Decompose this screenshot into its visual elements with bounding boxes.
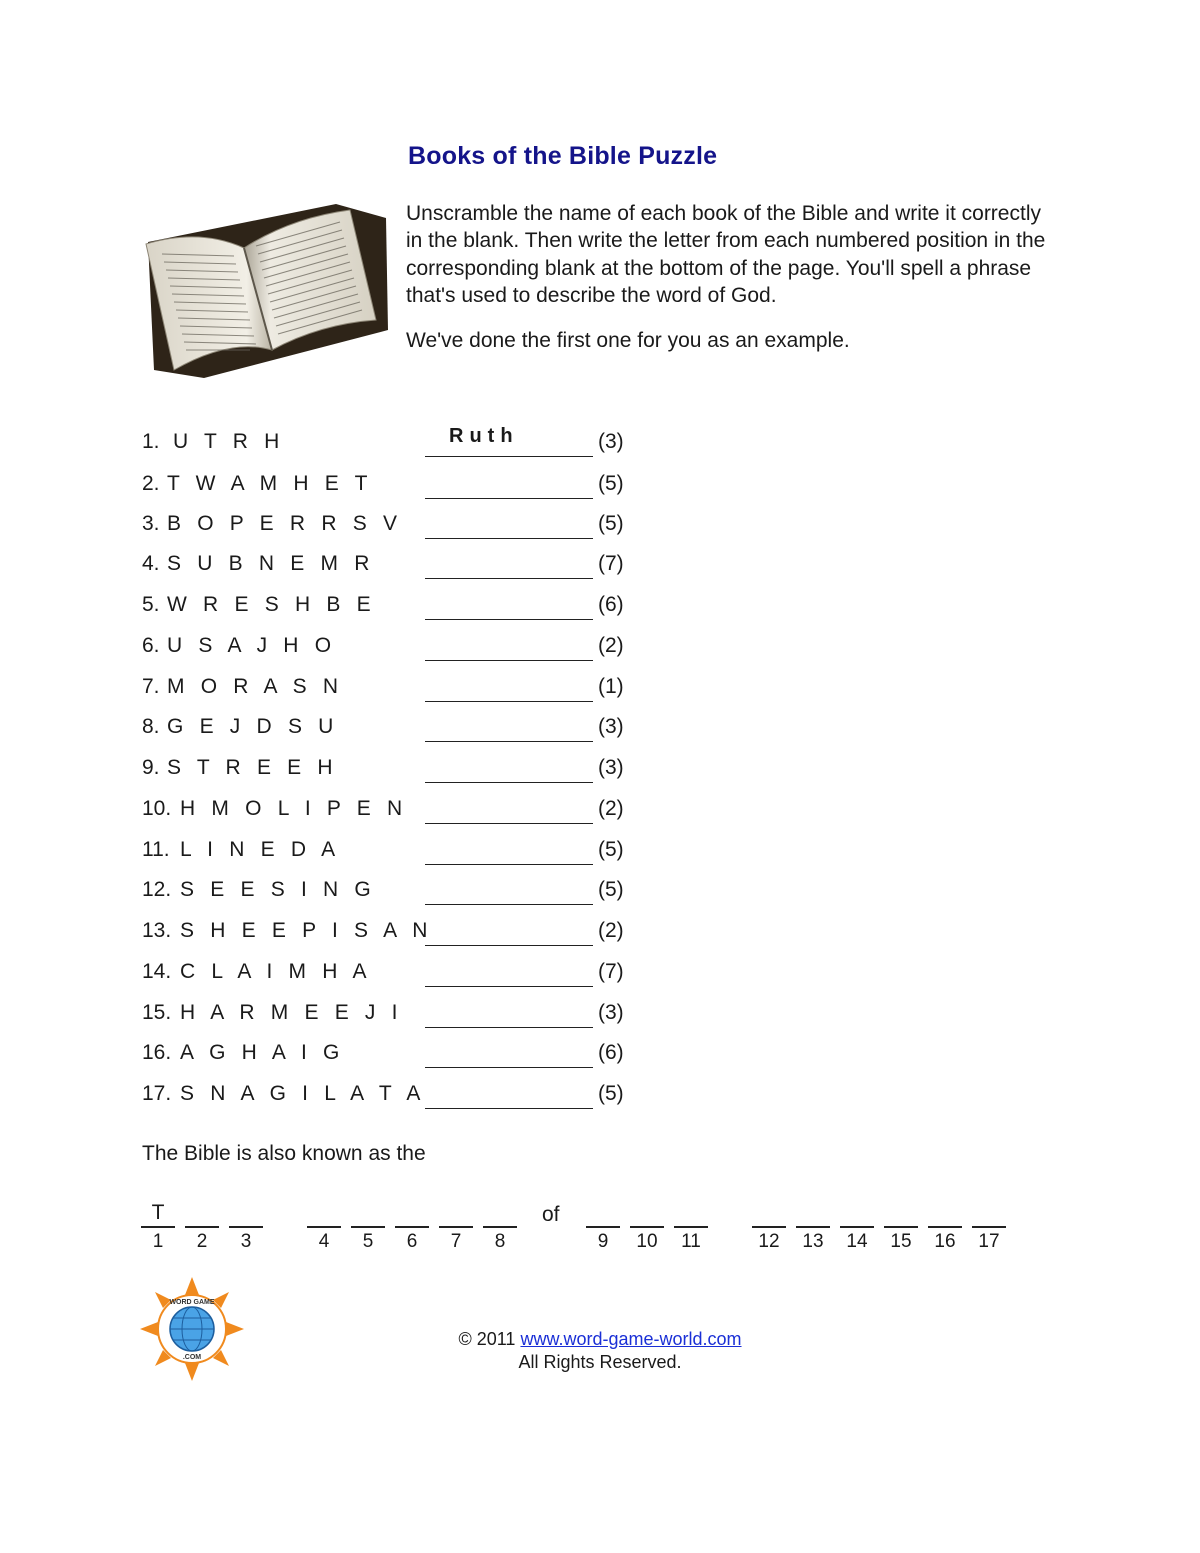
scrambled-word: U T R H <box>173 430 285 453</box>
letter-position: (7) <box>598 552 624 575</box>
globe-sun-logo <box>138 1275 246 1383</box>
item-number: 14. <box>142 960 172 983</box>
letter-position: (5) <box>598 878 624 901</box>
puzzle-row <box>142 756 662 786</box>
slot-number: 16 <box>934 1231 956 1252</box>
puzzle-row <box>142 1082 662 1112</box>
phrase-connector: of <box>542 1203 560 1226</box>
slot-number: 15 <box>890 1231 912 1252</box>
slot-letter <box>586 1200 620 1228</box>
item-number: 1. <box>142 430 160 453</box>
puzzle-row <box>142 425 662 460</box>
item-number: 4. <box>142 552 160 575</box>
letter-position: (2) <box>598 634 624 657</box>
letter-slot[interactable] <box>884 1200 918 1260</box>
puzzle-row <box>142 552 662 582</box>
instructions <box>406 200 1046 354</box>
slot-number: 12 <box>758 1231 780 1252</box>
answer-blank[interactable] <box>425 1041 593 1068</box>
slot-number: 5 <box>362 1231 374 1252</box>
item-number: 13. <box>142 919 172 942</box>
rights-text: All Rights Reserved. <box>518 1352 682 1372</box>
item-number: 3. <box>142 512 160 535</box>
puzzle-row <box>142 1001 662 1031</box>
puzzle-row <box>142 593 662 623</box>
slot-letter <box>674 1200 708 1228</box>
slot-number: 10 <box>636 1231 658 1252</box>
letter-slot[interactable] <box>483 1200 517 1260</box>
slot-letter <box>307 1200 341 1228</box>
example-note: We've done the first one for you as an example. <box>406 329 850 353</box>
slot-number: 1 <box>152 1231 164 1252</box>
slot-number: 11 <box>681 1231 701 1252</box>
letter-slot[interactable] <box>586 1200 620 1260</box>
instructions-paragraph: Unscramble the name of each book of the Bible and write it correctly in the blank. Then write the letter from each numbered position in the corresponding blank at the bottom of the page. You'll spell a phrase that's used to describe the word of God. <box>406 202 1046 307</box>
puzzle-row <box>142 634 662 664</box>
letter-position: (2) <box>598 797 624 820</box>
letter-position: (5) <box>598 838 624 861</box>
letter-position: (3) <box>598 756 624 779</box>
slot-letter: T <box>141 1200 175 1228</box>
letter-position: (7) <box>598 960 624 983</box>
open-bible-image <box>140 198 392 384</box>
answer-blank[interactable] <box>425 675 593 702</box>
slot-letter <box>928 1200 962 1228</box>
slot-number: 7 <box>450 1231 462 1252</box>
letter-position: (5) <box>598 472 624 495</box>
slot-letter <box>185 1200 219 1228</box>
slot-number: 2 <box>196 1231 208 1252</box>
answer-blank[interactable] <box>425 634 593 661</box>
item-number: 16. <box>142 1041 172 1064</box>
answer-blank[interactable] <box>425 512 593 539</box>
footer <box>400 1328 800 1374</box>
letter-position: (3) <box>598 430 624 453</box>
letter-slot[interactable] <box>928 1200 962 1260</box>
scrambled-word: S T R E E H <box>167 756 338 779</box>
scrambled-word: G E J D S U <box>167 715 339 738</box>
letter-position: (1) <box>598 675 624 698</box>
slot-letter <box>796 1200 830 1228</box>
svg-text:.COM: .COM <box>182 1354 202 1361</box>
answer-blank[interactable] <box>425 919 593 946</box>
slot-letter <box>351 1200 385 1228</box>
answer-blank[interactable] <box>425 960 593 987</box>
website-link[interactable]: www.word-game-world.com <box>520 1329 742 1349</box>
slot-number: 6 <box>406 1231 418 1252</box>
puzzle-row <box>142 797 662 827</box>
answer-blank[interactable] <box>425 756 593 783</box>
copyright-text: © 2011 <box>458 1329 516 1349</box>
scrambled-word: B O P E R R S V <box>167 512 403 535</box>
letter-position: (2) <box>598 919 624 942</box>
slot-letter <box>752 1200 786 1228</box>
scrambled-word: S N A G I L A T A <box>180 1082 426 1105</box>
slot-number: 9 <box>597 1231 609 1252</box>
answer-blank[interactable] <box>425 425 593 457</box>
slot-letter <box>483 1200 517 1228</box>
item-number: 5. <box>142 593 160 616</box>
letter-slot[interactable] <box>185 1200 219 1260</box>
item-number: 11. <box>142 838 170 861</box>
scrambled-word: T W A M H E T <box>167 472 373 495</box>
item-number: 12. <box>142 878 172 901</box>
page-title: Books of the Bible Puzzle <box>408 142 718 170</box>
slot-number: 17 <box>978 1231 1000 1252</box>
letter-position: (3) <box>598 715 624 738</box>
puzzle-row <box>142 715 662 745</box>
letter-position: (3) <box>598 1001 624 1024</box>
item-number: 15. <box>142 1001 172 1024</box>
letter-slot[interactable] <box>395 1200 429 1260</box>
slot-number: 14 <box>846 1231 868 1252</box>
slot-letter <box>884 1200 918 1228</box>
item-number: 2. <box>142 472 160 495</box>
item-number: 6. <box>142 634 160 657</box>
scrambled-word: S U B N E M R <box>167 552 375 575</box>
letter-slot[interactable] <box>141 1200 175 1260</box>
scrambled-word: W R E S H B E <box>167 593 376 616</box>
item-number: 7. <box>142 675 160 698</box>
letter-position: (6) <box>598 593 624 616</box>
item-number: 9. <box>142 756 160 779</box>
answer-phrase <box>140 1200 1020 1260</box>
answer-blank[interactable] <box>425 797 593 824</box>
answer-blank[interactable] <box>425 1082 593 1109</box>
item-number: 8. <box>142 715 160 738</box>
item-number: 17. <box>142 1082 172 1105</box>
scrambled-word: M O R A S N <box>167 675 344 698</box>
letter-slot[interactable] <box>307 1200 341 1260</box>
slot-number: 3 <box>240 1231 252 1252</box>
puzzle-row <box>142 675 662 705</box>
scrambled-word: S H E E P I S A N <box>180 919 433 942</box>
puzzle-row <box>142 960 662 990</box>
letter-slot[interactable] <box>674 1200 708 1260</box>
slot-number: 4 <box>318 1231 330 1252</box>
letter-slot[interactable] <box>630 1200 664 1260</box>
slot-letter <box>630 1200 664 1228</box>
puzzle-row <box>142 512 662 542</box>
letter-slot[interactable] <box>752 1200 786 1260</box>
slot-letter <box>229 1200 263 1228</box>
letter-slot[interactable] <box>229 1200 263 1260</box>
puzzle-row <box>142 1041 662 1071</box>
letter-slot[interactable] <box>972 1200 1006 1260</box>
answer-blank[interactable] <box>425 878 593 905</box>
copyright-line <box>400 1328 800 1351</box>
slot-letter <box>972 1200 1006 1228</box>
slot-letter <box>395 1200 429 1228</box>
phrase-intro: The Bible is also known as the <box>142 1142 426 1165</box>
slot-number: 8 <box>494 1231 506 1252</box>
slot-letter <box>439 1200 473 1228</box>
svg-text:WORD GAME: WORD GAME <box>169 1299 215 1306</box>
letter-slot[interactable] <box>351 1200 385 1260</box>
answer-text: Ruth <box>449 425 519 447</box>
scrambled-word: C L A I M H A <box>180 960 372 983</box>
answer-blank[interactable] <box>425 1001 593 1028</box>
scrambled-word: U S A J H O <box>167 634 337 657</box>
answer-blank[interactable] <box>425 838 593 865</box>
scrambled-word: L I N E D A <box>180 838 341 861</box>
scrambled-word: A G H A I G <box>180 1041 345 1064</box>
answer-blank[interactable] <box>425 552 593 579</box>
puzzle-row <box>142 472 662 502</box>
puzzle-row <box>142 878 662 908</box>
letter-slot[interactable] <box>796 1200 830 1260</box>
scrambled-word: S E E S I N G <box>180 878 376 901</box>
answer-blank[interactable] <box>425 715 593 742</box>
letter-position: (6) <box>598 1041 624 1064</box>
letter-position: (5) <box>598 1082 624 1105</box>
scrambled-word: H M O L I P E N <box>180 797 408 820</box>
letter-slot[interactable] <box>439 1200 473 1260</box>
item-number: 10. <box>142 797 172 820</box>
puzzle-row <box>142 838 662 868</box>
slot-letter <box>840 1200 874 1228</box>
letter-position: (5) <box>598 512 624 535</box>
letter-slot[interactable] <box>840 1200 874 1260</box>
scrambled-word: H A R M E E J I <box>180 1001 403 1024</box>
puzzle-row <box>142 919 662 949</box>
answer-blank[interactable] <box>425 593 593 620</box>
slot-number: 13 <box>802 1231 824 1252</box>
answer-blank[interactable] <box>425 472 593 499</box>
